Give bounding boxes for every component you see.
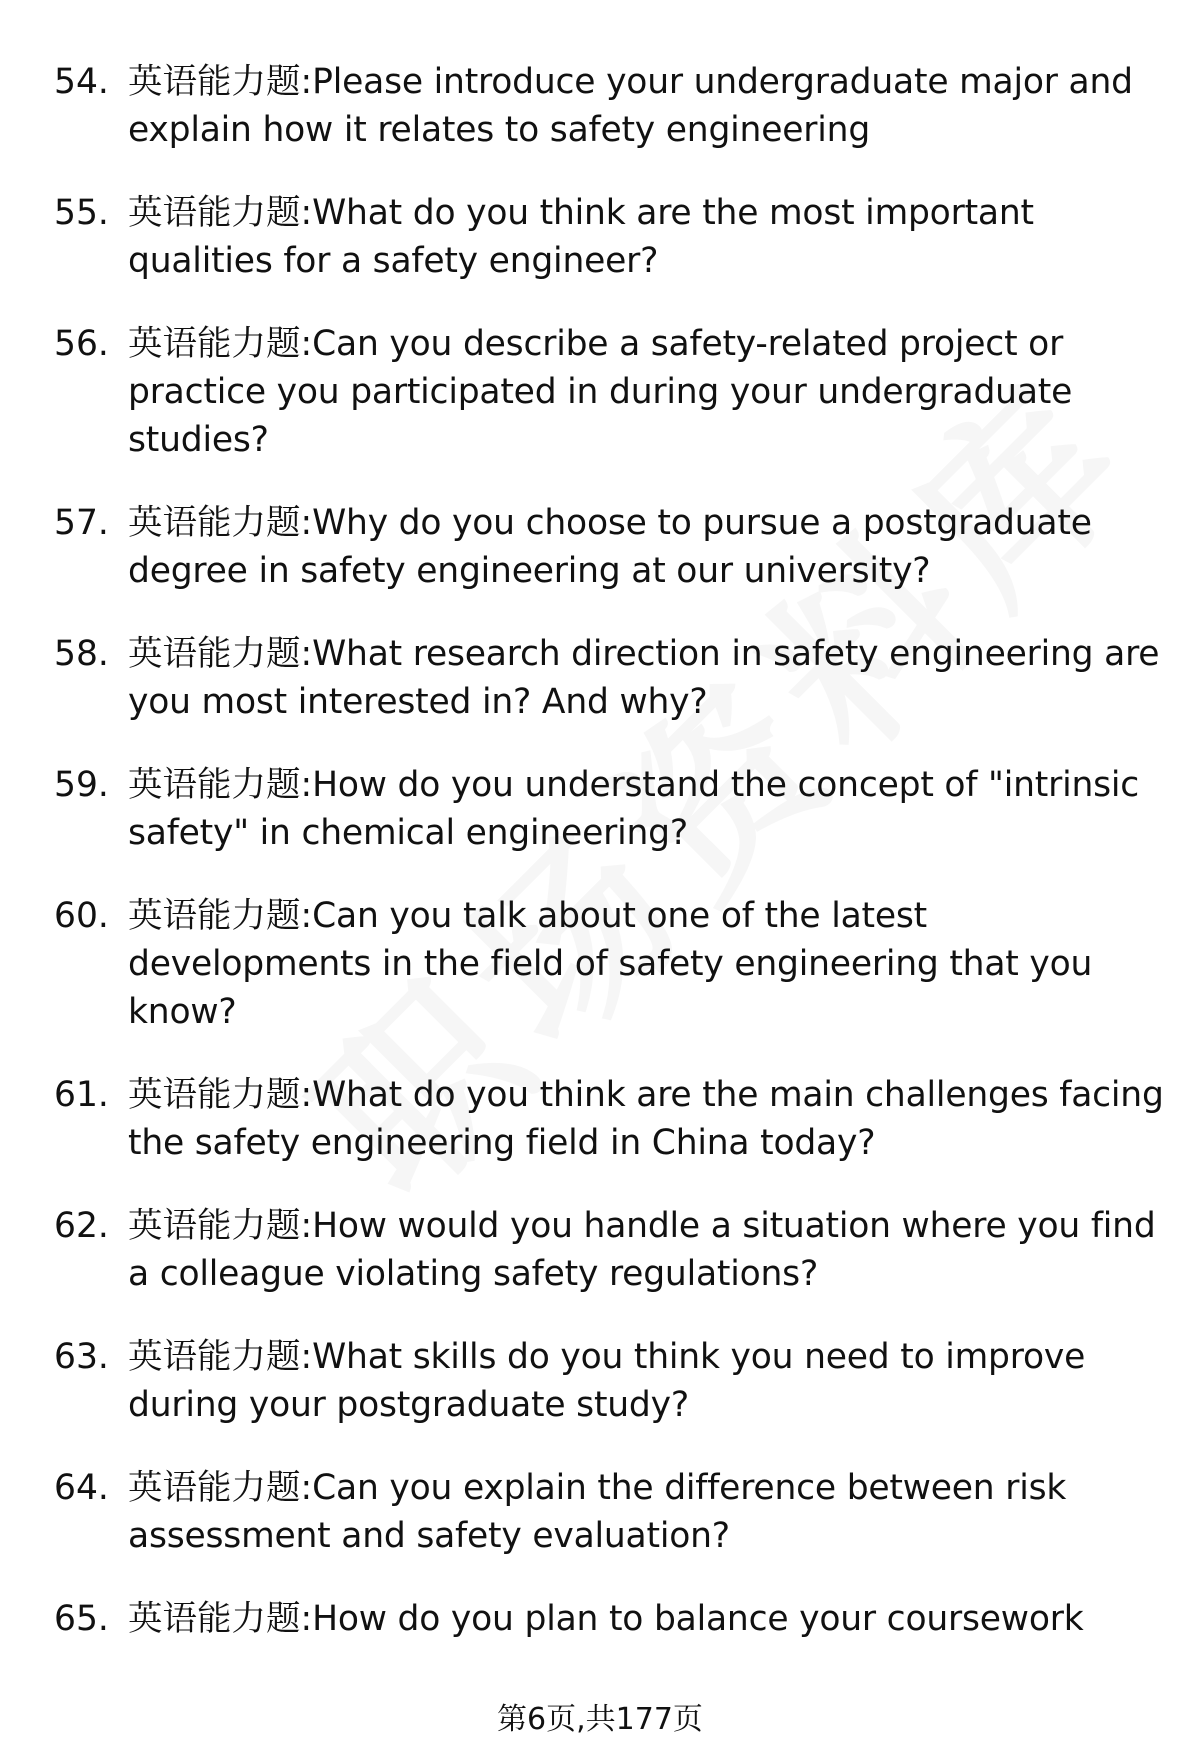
question-text: How do you understand the concept of "intrinsic safety" in chemical engineering? bbox=[128, 765, 1140, 853]
question-tag: 英语能力题: bbox=[128, 1206, 313, 1246]
question-body bbox=[128, 1464, 1164, 1560]
question-body bbox=[128, 1071, 1164, 1167]
question-text: How would you handle a situation where you find a colleague violating safety regulations? bbox=[128, 1206, 1156, 1294]
question-body bbox=[128, 499, 1164, 595]
question-tag: 英语能力题: bbox=[128, 324, 313, 364]
question-body bbox=[128, 761, 1164, 857]
question-number: 60. bbox=[54, 896, 109, 936]
question-text: Can you describe a safety-related project or practice you participated in during your undergraduate studies? bbox=[128, 324, 1073, 460]
question-text: Please introduce your undergraduate major and explain how it relates to safety engineering bbox=[128, 62, 1133, 150]
question-tag: 英语能力题: bbox=[128, 765, 313, 805]
question-tag: 英语能力题: bbox=[128, 1468, 313, 1508]
question-number: 64. bbox=[54, 1468, 109, 1508]
question-number: 65. bbox=[54, 1599, 109, 1639]
question-body bbox=[128, 1202, 1164, 1298]
list-item bbox=[54, 58, 1164, 154]
question-body bbox=[128, 630, 1164, 726]
list-item bbox=[54, 1333, 1164, 1429]
question-tag: 英语能力题: bbox=[128, 634, 313, 674]
list-item bbox=[54, 1595, 1164, 1643]
question-text: What skills do you think you need to improve during your postgraduate study? bbox=[128, 1337, 1086, 1425]
question-list bbox=[54, 58, 1164, 1678]
question-tag: 英语能力题: bbox=[128, 503, 313, 543]
question-tag: 英语能力题: bbox=[128, 193, 313, 233]
question-number: 54. bbox=[54, 62, 109, 102]
list-item bbox=[54, 189, 1164, 285]
list-item bbox=[54, 320, 1164, 464]
question-body bbox=[128, 1595, 1164, 1643]
question-tag: 英语能力题: bbox=[128, 896, 313, 936]
question-number: 56. bbox=[54, 324, 109, 364]
list-item bbox=[54, 761, 1164, 857]
question-text: What research direction in safety engineering are you most interested in? And why? bbox=[128, 634, 1160, 722]
question-tag: 英语能力题: bbox=[128, 62, 313, 102]
question-body bbox=[128, 892, 1164, 1036]
question-body bbox=[128, 1333, 1164, 1429]
question-body bbox=[128, 58, 1164, 154]
list-item bbox=[54, 1071, 1164, 1167]
list-item bbox=[54, 1202, 1164, 1298]
list-item bbox=[54, 499, 1164, 595]
question-number: 62. bbox=[54, 1206, 109, 1246]
question-text: How do you plan to balance your coursework bbox=[312, 1599, 1084, 1639]
question-number: 58. bbox=[54, 634, 109, 674]
question-tag: 英语能力题: bbox=[128, 1599, 313, 1639]
question-number: 55. bbox=[54, 193, 109, 233]
question-number: 59. bbox=[54, 765, 109, 805]
list-item bbox=[54, 892, 1164, 1036]
question-text: What do you think are the most important qualities for a safety engineer? bbox=[128, 193, 1034, 281]
question-text: Can you talk about one of the latest developments in the field of safety engineering that you know? bbox=[128, 896, 1093, 1032]
question-number: 63. bbox=[54, 1337, 109, 1377]
question-text: What do you think are the main challenges facing the safety engineering field in China today? bbox=[128, 1075, 1164, 1163]
page-footer: 第6页,共177页 bbox=[497, 1702, 703, 1737]
list-item bbox=[54, 630, 1164, 726]
question-number: 61. bbox=[54, 1075, 109, 1115]
question-text: Why do you choose to pursue a postgraduate degree in safety engineering at our university? bbox=[128, 503, 1092, 591]
question-tag: 英语能力题: bbox=[128, 1337, 313, 1377]
question-text: Can you explain the difference between risk assessment and safety evaluation? bbox=[128, 1468, 1067, 1556]
question-body bbox=[128, 189, 1164, 285]
question-number: 57. bbox=[54, 503, 109, 543]
list-item bbox=[54, 1464, 1164, 1560]
question-tag: 英语能力题: bbox=[128, 1075, 313, 1115]
question-body bbox=[128, 320, 1164, 464]
